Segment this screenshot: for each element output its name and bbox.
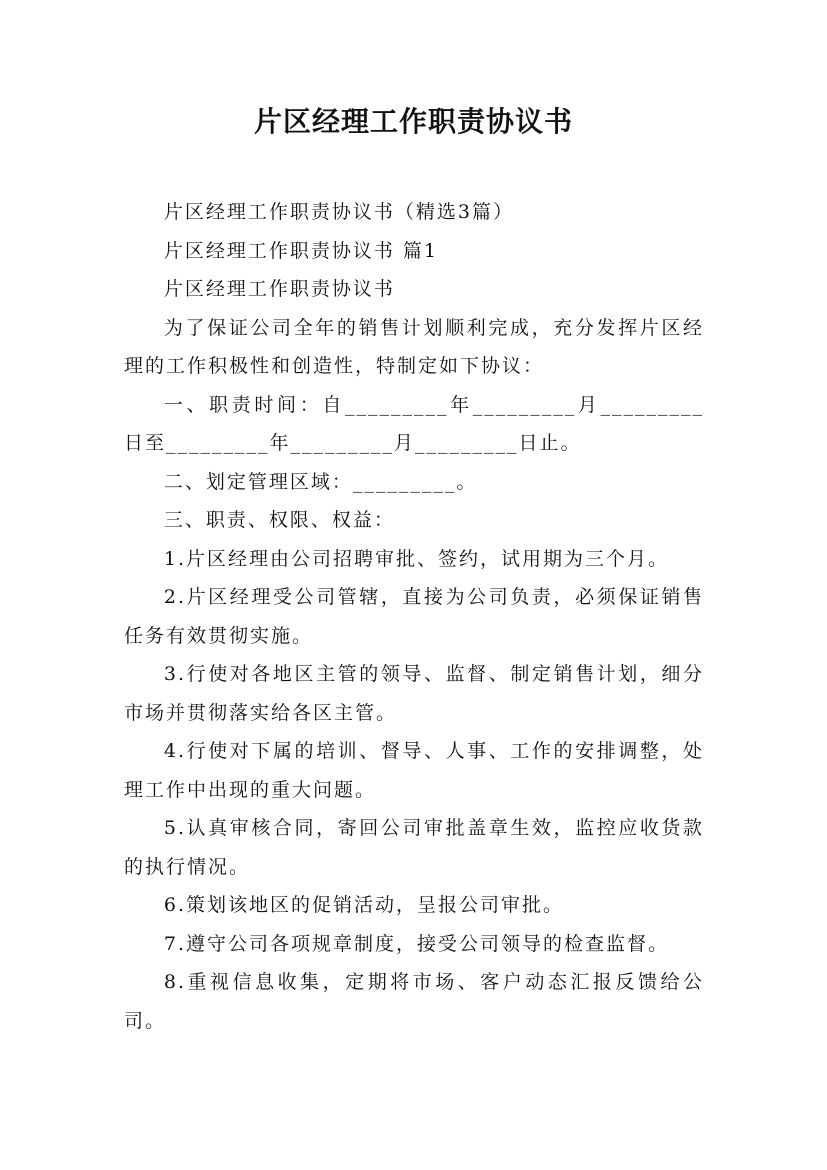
paragraph-duty-item: 8.重视信息收集，定期将市场、客户动态汇报反馈给公司。 (124, 971, 704, 1032)
paragraph-duty-item: 4.行使对下属的培训、督导、人事、工作的安排调整，处理工作中出现的重大问题。 (124, 740, 704, 801)
document-body (124, 193, 704, 1040)
paragraph-duty-item: 3.行使对各地区主管的领导、监督、制定销售计划，细分市场并贯彻落实给各区主管。 (124, 663, 704, 724)
paragraph-duty-item: 1.片区经理由公司招聘审批、签约，试用期为三个月。 (163, 547, 670, 570)
paragraph-duty-item: 6.策划该地区的促销活动，呈报公司审批。 (163, 894, 565, 916)
paragraph-duty-item: 7.遵守公司各项规章制度，接受公司领导的检查监督。 (163, 932, 670, 955)
paragraph-duty-item: 2.片区经理受公司管辖，直接为公司负责，必须保证销售任务有效贯彻实施。 (124, 586, 704, 647)
document-title: 片区经理工作职责协议书 (253, 105, 573, 138)
paragraph-duties-heading: 三、职责、权限、权益： (163, 509, 395, 531)
paragraph-section-heading: 片区经理工作职责协议书 篇1 (163, 239, 439, 262)
paragraph-region: 二、划定管理区域：_________。 (163, 470, 478, 493)
paragraph-duty-item: 5.认真审核合同，寄回公司审批盖章生效，监控应收货款的执行情况。 (124, 817, 704, 878)
paragraph-subtitle: 片区经理工作职责协议书（精选3篇） (163, 201, 514, 223)
paragraph-term: 一、职责时间：自_________年_________月_________日至_________年_________月_________日止。 (124, 393, 704, 454)
paragraph-intro: 为了保证公司全年的销售计划顺利完成，充分发挥片区经理的工作积极性和创造性，特制定如下协议： (124, 316, 704, 377)
paragraph-agreement-title: 片区经理工作职责协议书 (163, 278, 395, 300)
